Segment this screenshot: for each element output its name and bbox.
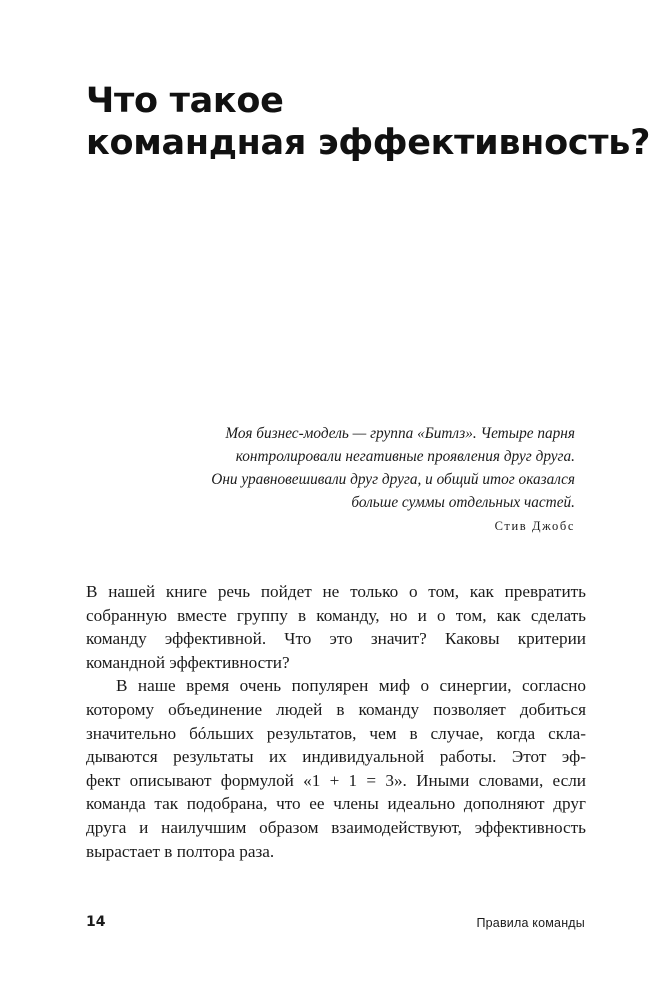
text-line: команду эффективной. Что это значит? Каковы критерии <box>86 629 586 649</box>
running-title: Правила команды <box>476 916 585 930</box>
text-line: командной эффективности? <box>86 652 290 672</box>
chapter-title <box>86 80 650 164</box>
page-number: 14 <box>86 914 106 930</box>
epigraph-line: больше суммы отдельных частей. <box>351 494 575 511</box>
body-text <box>86 580 586 863</box>
text-line: дываются результаты их индивидуальной работы. Этот эф- <box>86 747 586 767</box>
text-line: значительно бóльших результатов, чем в случае, когда скла- <box>86 723 586 743</box>
text-line: команда так подобрана, что ее члены идеально дополняют друг <box>86 794 586 814</box>
text-line: фект описывают формулой «1 + 1 = 3». Иными словами, если <box>86 770 586 790</box>
epigraph-line: Моя бизнес-модель — группа «Битлз». Четыре парня <box>225 425 575 442</box>
epigraph-line: контролировали негативные проявления друг друга. <box>235 448 575 465</box>
text-line: которому объединение людей в команду позволяет добиться <box>86 699 586 719</box>
epigraph <box>155 422 575 536</box>
paragraph <box>86 580 586 674</box>
text-line: друга и наилучшим образом взаимодействуют, эффективность <box>86 817 586 837</box>
text-line: В наше время очень популярен миф о синергии, согласно <box>116 676 586 696</box>
chapter-title-line: Что такое <box>86 81 284 121</box>
text-line: вырастает в полтора раза. <box>86 841 275 861</box>
chapter-title-line: командная эффективность? <box>86 123 651 163</box>
text-line: собранную вместе группу в команду, но и о том, как сделать <box>86 605 586 625</box>
epigraph-line: Они уравновешивали друг друга, и общий итог оказался <box>211 471 575 488</box>
text-line: В нашей книге речь пойдет не только о том, как превратить <box>86 582 586 601</box>
paragraph <box>86 674 586 863</box>
epigraph-author: Стив Джобс <box>494 519 575 533</box>
